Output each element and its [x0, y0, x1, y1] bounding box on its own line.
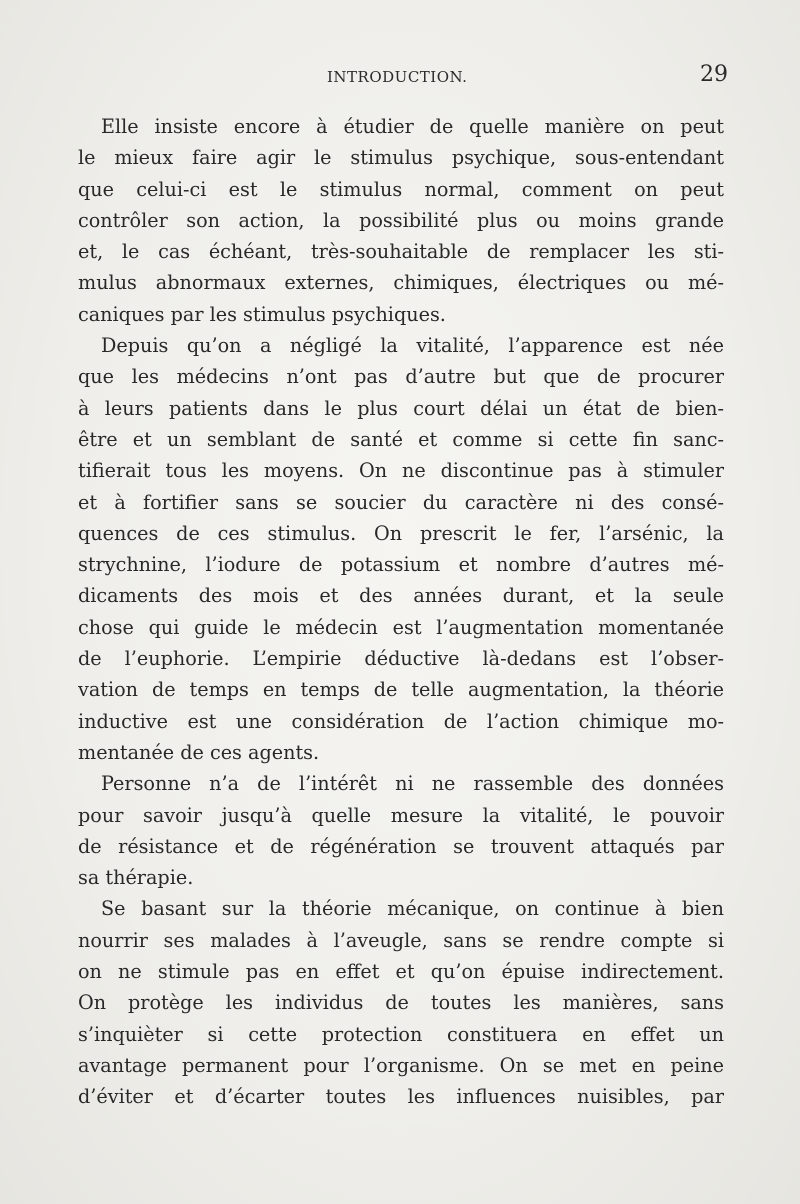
text-line: le mieux faire agir le stimulus psychique, sous-entendant	[78, 146, 724, 170]
text-line: dicaments des mois et des années durant, et la seule	[78, 584, 724, 608]
text-line: que celui-ci est le stimulus normal, comment on peut	[78, 177, 724, 201]
text-line: que les médecins n’ont pas d’autre but que de procurer	[78, 365, 724, 389]
text-line: mulus abnormaux externes, chimiques, électriques ou mé-	[78, 271, 724, 295]
text-line: caniques par les stimulus psychiques.	[78, 302, 446, 326]
text-line: avantage permanent pour l’organisme. On se met en peine	[78, 1053, 724, 1077]
text-line: et, le cas échéant, très-souhaitable de remplacer les sti-	[78, 240, 724, 264]
text-line: de l’euphorie. L’empirie déductive là-dedans est l’obser-	[78, 647, 724, 671]
text-line: être et un semblant de santé et comme si cette fin sanc-	[78, 427, 724, 451]
text-line: contrôler son action, la possibilité plus ou moins grande	[78, 208, 724, 232]
text-line: Elle insiste encore à étudier de quelle manière on peut	[101, 115, 724, 138]
text-line: strychnine, l’iodure de potassium et nombre d’autres mé-	[78, 553, 724, 577]
text-line: On protège les individus de toutes les manières, sans	[78, 991, 724, 1015]
text-line: vation de temps en temps de telle augmentation, la théorie	[78, 678, 724, 702]
text-line: Personne n’a de l’intérêt ni ne rassemble des données	[101, 772, 724, 796]
text-line: d’éviter et d’écarter toutes les influences nuisibles, par	[78, 1085, 724, 1109]
page-number: 29	[700, 62, 728, 87]
text-line: on ne stimule pas en effet et qu’on épuise indirectement.	[78, 960, 724, 984]
text-line: Se basant sur la théorie mécanique, on continue à bien	[101, 897, 724, 921]
text-line: tifierait tous les moyens. On ne discontinue pas à stimuler	[78, 459, 724, 483]
text-line: mentanée de ces agents.	[78, 740, 320, 764]
text-line: chose qui guide le médecin est l’augmentation momentanée	[78, 615, 724, 639]
page-header	[78, 60, 728, 96]
text-line: quences de ces stimulus. On prescrit le fer, l’arsénic, la	[78, 521, 724, 545]
text-line: s’inquièter si cette protection constituera en effet un	[78, 1022, 724, 1046]
body-text	[78, 111, 724, 1113]
text-line: et à fortifier sans se soucier du caractère ni des consé-	[78, 490, 724, 514]
text-line: nourrir ses malades à l’aveugle, sans se rendre compte si	[78, 928, 724, 952]
text-line: sa thérapie.	[78, 866, 194, 890]
running-title: INTRODUCTION.	[327, 68, 468, 86]
text-line: de résistance et de régénération se trouvent attaqués par	[78, 834, 724, 858]
text-line: Depuis qu’on a négligé la vitalité, l’apparence est née	[101, 334, 724, 358]
text-line: pour savoir jusqu’à quelle mesure la vitalité, le pouvoir	[78, 803, 724, 827]
text-line: inductive est une considération de l’action chimique mo-	[78, 709, 724, 733]
text-line: à leurs patients dans le plus court délai un état de bien-	[78, 396, 724, 420]
